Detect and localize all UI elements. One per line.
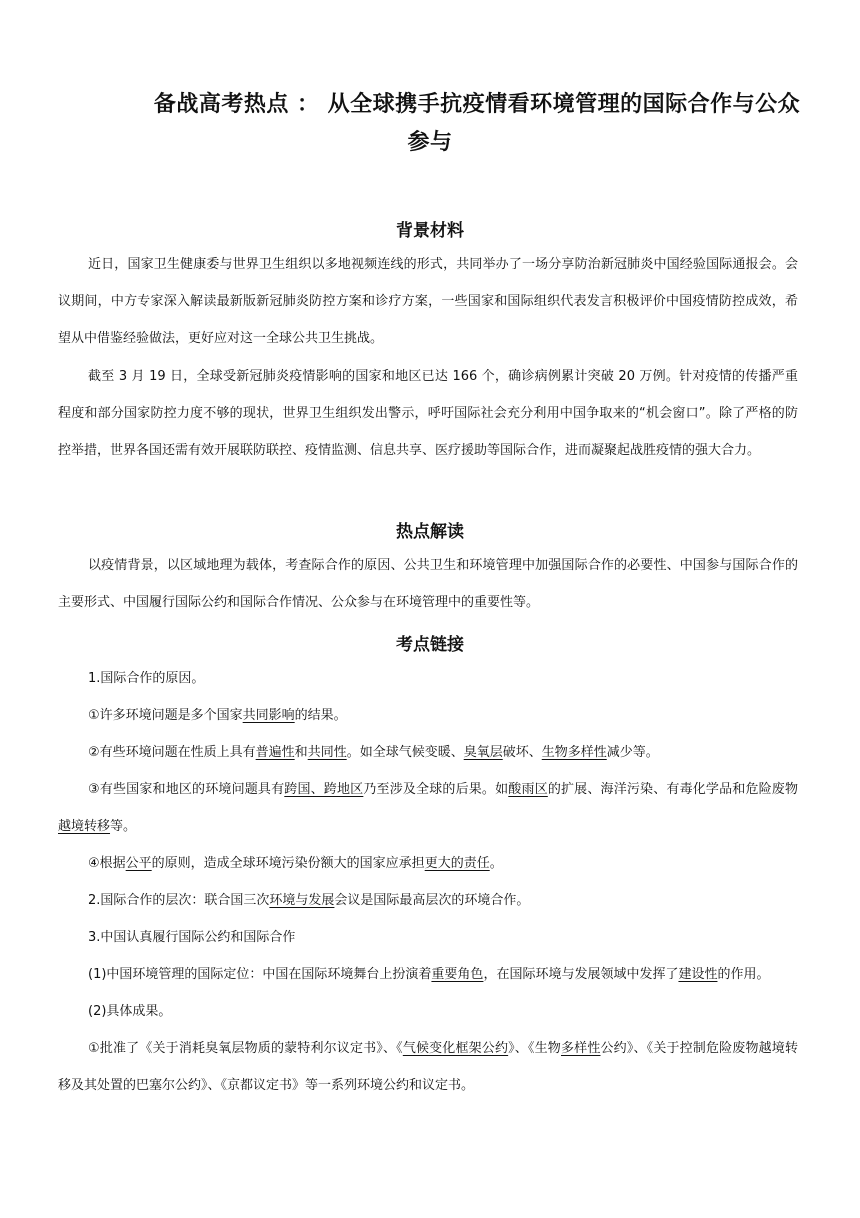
links-item-3-2-1 [58,1030,798,1104]
underlined-term: 共同影响 [242,708,295,723]
underlined-term: 生物多样性 [541,745,607,760]
text-segment: ，在国际环境与发展领域中发挥了 [483,967,679,982]
text-segment: 破坏、 [502,745,542,760]
text-segment: 的结果。 [294,708,347,723]
text-segment: ①许多环境问题是多个国家 [88,708,243,723]
background-paragraph-2: 截至 3 月 19 日，全球受新冠肺炎疫情影响的国家和地区已达 166 个，确诊病例累计突破 20 万例。针对疫情的传播严重程度和部分国家防控力度不够的现状，世界卫生组织发出警示，呼吁国际社会充分利用中国争取来的“机会窗口”。除了严格的防控举措，世界各国还需有效开展联防联控、疫情监测、信息共享、医疗援助等国际合作，进而凝聚起战胜疫情的强大合力。 [58,369,798,458]
underlined-term: 臭氧层 [463,745,503,760]
heading-hotspot: 热点解读 [396,522,464,542]
background-paragraph-1: 近日，国家卫生健康委与世界卫生组织以多地视频连线的形式，共同举办了一场分享防治新冠肺炎中国经验国际通报会。会议期间，中方专家深入解读最新版新冠肺炎防控方案和诊疗方案，一些国家和国际组织代表发言积极评价中国疫情防控成效，希望从中借鉴经验做法，更好应对这一全球公共卫生挑战。 [58,257,798,346]
underlined-term: 气候变化框架公约 [402,1041,509,1056]
text-segment: ③有些国家和地区的环境问题具有 [88,782,285,797]
text-segment: 的作用。 [717,967,770,982]
underlined-term: 共同性 [307,745,347,760]
text-segment: ④根据 [88,856,126,871]
text-segment: 。 [489,856,503,871]
links-item-1c [58,771,798,845]
underlined-term: 普遍性 [255,745,295,760]
links-item-1a [58,697,798,734]
underlined-term: 重要角色 [431,967,484,982]
heading-background: 背景材料 [396,221,464,241]
hotspot-paragraph: 以疫情背景，以区域地理为载体，考查际合作的原因、公共卫生和环境管理中加强国际合作的必要性、中国参与国际合作的主要形式、中国履行国际公约和国际合作情况、公众参与在环境管理中的重要性等。 [58,558,798,610]
text-segment: ①批准了《关于消耗臭氧层物质的蒙特利尔议定书》、《 [88,1041,403,1056]
links-item-1b [58,734,798,771]
document-title [0,86,860,162]
underlined-term: 多样性 [560,1041,601,1056]
text-segment: 和 [294,745,308,760]
text-segment: 》、《生物 [508,1041,561,1056]
text-segment: 的原则，造成全球环境污染份额大的国家应承担 [151,856,425,871]
text-segment: 会议是国际最高层次的环境合作。 [334,893,530,908]
links-item-3: 3.中国认真履行国际公约和国际合作 [88,930,296,945]
underlined-term: 公平 [125,856,152,871]
underlined-term: 环境与发展 [269,893,335,908]
text-segment: 公约》、《关于控制危险废物越境转移及其处置的巴塞尔公约》、《京都议定书》等一系列环境公约和议定书。 [58,1041,798,1093]
underlined-term: 跨国、跨地区 [284,782,364,797]
text-segment: 乃至涉及全球的后果。如 [363,782,509,797]
text-segment: 。如全球气候变暖、 [346,745,464,760]
title-line-2: 参与 [407,130,453,155]
text-segment: 减少等。 [606,745,659,760]
underlined-term: 酸雨区 [508,782,548,797]
underlined-term: 建设性 [678,967,718,982]
text-segment: 的扩展、海洋污染、有毒化学品和危险废物 [547,782,798,797]
links-item-2 [58,882,798,919]
links-item-3-1 [58,956,798,993]
links-item-1: 1.国际合作的原因。 [88,671,205,686]
underlined-term: 更大的责任 [424,856,490,871]
title-line-1: 备战高考热点 ： 从全球携手抗疫情看环境管理的国际合作与公众 [153,92,801,117]
links-item-1d [58,845,798,882]
underlined-term: 越境转移 [58,819,111,834]
heading-links: 考点链接 [396,635,464,655]
text-segment: ②有些环境问题在性质上具有 [88,745,256,760]
text-segment: 等。 [110,819,137,834]
text-segment: 2.国际合作的层次：联合国三次 [88,893,270,908]
links-item-3-2: (2)具体成果。 [88,1004,172,1019]
text-segment: (1)中国环境管理的国际定位：中国在国际环境舞台上扮演着 [88,967,432,982]
